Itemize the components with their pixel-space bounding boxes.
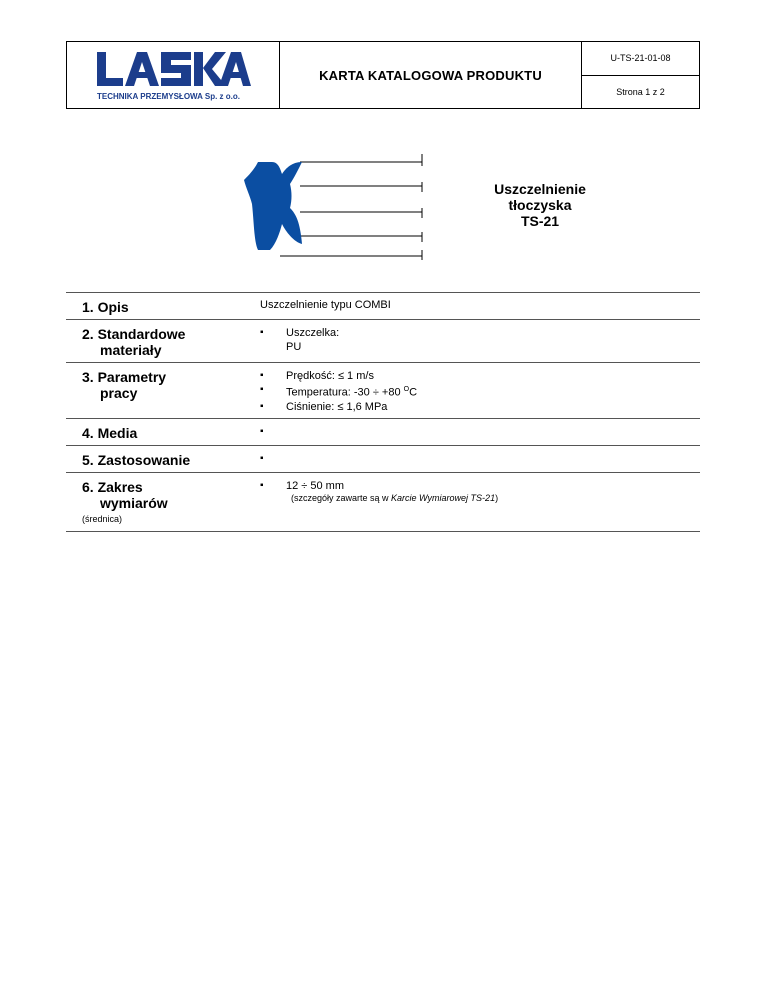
- document-code: U-TS-21-01-08: [582, 42, 699, 76]
- logo-subtitle: TECHNIKA PRZEMYSŁOWA Sp. z o.o.: [97, 92, 240, 101]
- section-title: 1. Opis: [82, 299, 129, 315]
- material-value: PU: [286, 341, 302, 353]
- section-zakres: [66, 472, 700, 531]
- section-content: [260, 363, 700, 419]
- section-title-line2: materiały: [100, 342, 162, 358]
- document-header: [66, 41, 700, 109]
- section-title-line2: pracy: [100, 385, 138, 401]
- section-title-line1: 6. Zakres: [82, 478, 143, 495]
- section-title: [66, 320, 260, 363]
- page-number: Strona 1 z 2: [616, 86, 665, 97]
- section-content: [260, 445, 700, 472]
- section-content: Uszczelnienie typu COMBI: [260, 299, 391, 311]
- product-name: [440, 181, 640, 229]
- temperature-text: Temperatura: -30 ÷ +80: [286, 386, 404, 399]
- list-item-empty: [260, 425, 700, 439]
- range-note: [260, 493, 700, 503]
- spec-table: [66, 292, 700, 532]
- material-label: Uszczelka:: [286, 327, 340, 339]
- section-title: [66, 472, 260, 531]
- laska-logo: [95, 48, 251, 92]
- list-item-range: ▪ 12 ÷ 50 mm: [260, 479, 700, 493]
- temperature-unit: C: [409, 386, 418, 399]
- logo-cell: [67, 42, 280, 108]
- list-item-temperature: [260, 383, 700, 400]
- document-title: KARTA KATALOGOWA PRODUKTU: [280, 42, 582, 108]
- section-media: [66, 418, 700, 445]
- section-zastosowanie: [66, 445, 700, 472]
- section-materialy: [66, 320, 700, 363]
- product-name-line1: Uszczelnienie: [494, 181, 586, 197]
- section-content: [260, 320, 700, 363]
- list-item-pressure: ▪ Ciśnienie: ≤ 1,6 MPa: [260, 400, 700, 414]
- section-parametry: [66, 363, 700, 419]
- section-title: [66, 363, 260, 419]
- product-name-line2: tłoczyska: [508, 197, 572, 213]
- product-name-line3: TS-21: [520, 213, 560, 229]
- degree-symbol: O: [403, 386, 410, 393]
- list-item: [260, 326, 700, 354]
- section-title: 5. Zastosowanie: [82, 451, 191, 468]
- document-meta: [582, 42, 699, 108]
- section-content: [260, 472, 700, 531]
- section-title-note: (średnica): [82, 513, 123, 524]
- note-text: (szczegóły zawarte są w: [291, 492, 392, 503]
- list-item-empty: [260, 452, 700, 466]
- section-opis: [66, 293, 700, 320]
- seal-cross-section-drawing: [240, 152, 430, 262]
- note-link-text: Karcie Wymiarowej TS-21: [391, 492, 496, 503]
- section-title-line1: 3. Parametry: [82, 369, 167, 385]
- note-text-end: ): [495, 492, 499, 503]
- section-title-line2: wymiarów: [100, 494, 168, 511]
- section-title: 4. Media: [82, 424, 138, 441]
- section-title-line1: 2. Standardowe: [82, 326, 186, 342]
- list-item-speed: ▪ Prędkość: ≤ 1 m/s: [260, 369, 700, 383]
- seal-profile: [244, 162, 302, 250]
- section-content: [260, 418, 700, 445]
